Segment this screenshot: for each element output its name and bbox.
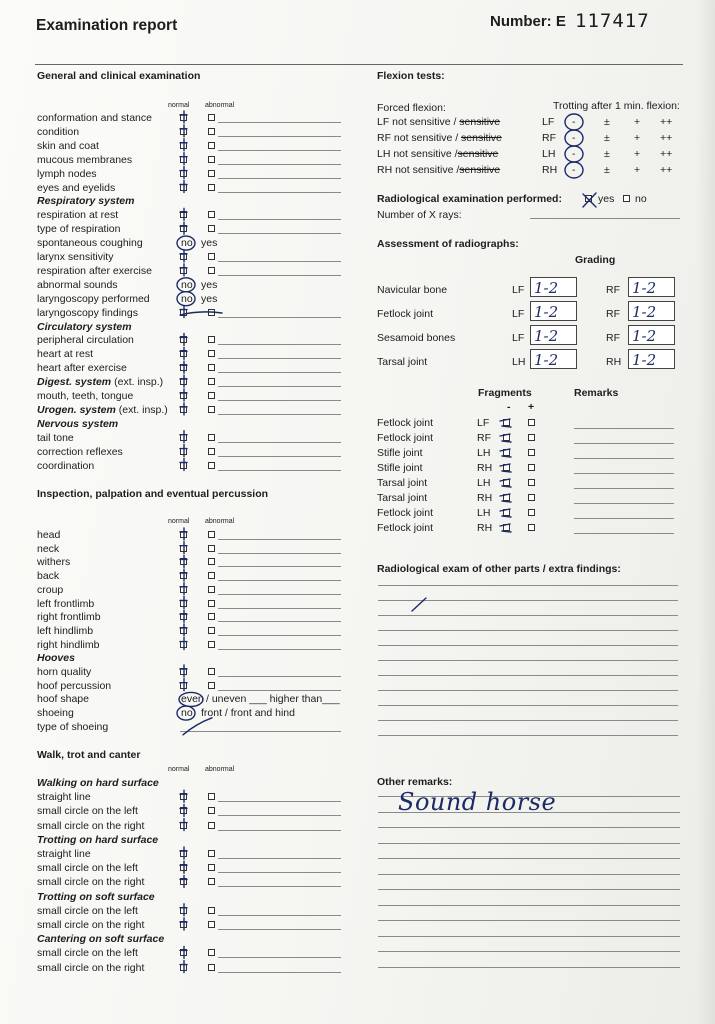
normal-checkmark-icon (180, 361, 187, 373)
row-label: respiration after exercise (37, 264, 152, 277)
assessment-label: Fetlock joint (377, 308, 434, 320)
choice-b: yes (201, 237, 218, 250)
normal-checkmark-icon (180, 445, 187, 457)
row-label: small circle on the right (37, 876, 145, 889)
flexion-scale: ± (604, 164, 610, 176)
minus-header: - (507, 401, 511, 413)
row-label: eyes and eyelids (37, 181, 116, 194)
normal-checkmark-icon (180, 389, 187, 401)
choice-a: no (181, 707, 193, 720)
row-label: mouth, teeth, tongue (37, 390, 134, 402)
row-label: larynx sensitivity (37, 251, 114, 263)
flexion-scale: - (572, 148, 576, 160)
row-label: conformation and stance (37, 112, 152, 124)
row-label: correction reflexes (37, 445, 123, 458)
normal-checkmark-icon (180, 904, 187, 916)
normal-checkmark-icon (180, 679, 187, 691)
normal-checkmark-icon (180, 139, 187, 151)
col-abnormal-label: abnormal (205, 518, 235, 525)
row-label: back (37, 570, 60, 583)
fragment-joint: Fetlock joint (377, 417, 434, 429)
flexion-struck: sensitive (457, 148, 499, 160)
radiological-performed-label: Radiological examination performed: (377, 193, 562, 205)
circled-choice-icon (177, 278, 195, 292)
normal-checkmark-icon (180, 542, 187, 554)
row-label: skin and coat (37, 139, 99, 152)
fragment-joint: Tarsal joint (377, 477, 428, 489)
grade-value: 1-2 (632, 279, 657, 297)
handwritten-remark: Sound horse (398, 788, 557, 816)
fragment-leg: LH (477, 507, 491, 519)
normal-checkmark-icon (180, 250, 187, 262)
flexion-leg: LH (542, 148, 556, 160)
cross-mark-icon (583, 193, 596, 207)
row-label: small circle on the left (37, 947, 138, 960)
normal-checkmark-icon (180, 528, 187, 540)
flexion-scale: - (572, 116, 576, 128)
flexion-scale: + (634, 164, 641, 176)
fragment-joint: Fetlock joint (377, 522, 434, 534)
normal-checkmark-icon (180, 946, 187, 958)
leg-label: RF (606, 308, 620, 320)
row-label: right hindlimb (37, 638, 100, 651)
circled-choice-icon (177, 292, 195, 306)
flexion-label: RH not sensitive / (377, 164, 460, 176)
leg-label: LF (512, 332, 525, 344)
flexion-scale: + (634, 132, 641, 144)
flexion-scale: ++ (660, 148, 673, 160)
choice-a: even (181, 693, 204, 706)
normal-checkmark-icon (180, 861, 187, 873)
minus-checkmark-icon (500, 464, 511, 472)
minus-checkmark-icon (500, 494, 511, 502)
yes-label: yes (598, 193, 615, 205)
row-label: laryngoscopy performed (37, 292, 150, 305)
row-label: type of shoeing (37, 720, 109, 733)
grade-value: 1-2 (632, 303, 657, 321)
report-number: 117417 (575, 10, 650, 32)
normal-checkmark-icon (180, 153, 187, 165)
assessment-label: Tarsal joint (377, 356, 428, 368)
grade-value: 1-2 (632, 351, 657, 369)
normal-checkmark-icon (180, 610, 187, 622)
minus-checkmark-icon (500, 449, 511, 457)
normal-checkmark-icon (180, 638, 187, 650)
remarks-title: Remarks (574, 387, 619, 399)
normal-checkmark-icon (180, 875, 187, 887)
leg-label: RF (606, 284, 620, 296)
col-normal-label: normal (168, 518, 190, 525)
section-title: Walk, trot and canter (37, 749, 141, 761)
row-label: neck (37, 542, 60, 555)
circled-grade-icon (565, 114, 583, 130)
other-remarks-title: Other remarks: (377, 776, 453, 788)
flexion-scale: ± (604, 116, 610, 128)
subsection-title: Walking on hard surface (37, 777, 159, 789)
subsection-title: Trotting on hard surface (37, 833, 159, 846)
circled-choice-icon (177, 706, 195, 720)
flexion-struck: sensitive (459, 164, 501, 176)
normal-checkmark-icon (180, 375, 187, 387)
flexion-title: Flexion tests: (377, 70, 445, 82)
minus-checkmark-icon (500, 509, 511, 517)
circled-grade-icon (565, 146, 583, 162)
normal-checkmark-icon (180, 804, 187, 816)
row-label: small circle on the left (37, 904, 138, 917)
leg-label: LF (512, 284, 525, 296)
grade-value: 1-2 (534, 279, 559, 297)
flexion-struck: sensitive (459, 116, 501, 128)
normal-checkmark-icon (180, 819, 187, 831)
no-label: no (635, 193, 647, 205)
fragment-joint: Stifle joint (377, 447, 423, 459)
row-label: small circle on the right (37, 919, 145, 931)
normal-checkmark-icon (180, 918, 187, 930)
col-abnormal-label: abnormal (205, 102, 235, 109)
row-label: abnormal sounds (37, 278, 118, 291)
normal-checkmark-icon (180, 347, 187, 359)
fragment-leg: RH (477, 522, 493, 534)
row-label: type of respiration (37, 223, 121, 236)
assessment-label: Sesamoid bones (377, 332, 456, 344)
subsection-title: Cantering on soft surface (37, 933, 165, 946)
row-label: small circle on the right (37, 961, 145, 974)
normal-checkmark-icon (180, 624, 187, 636)
row-label: laryngoscopy findings (37, 306, 138, 319)
normal-checkmark-icon (180, 306, 187, 318)
flexion-scale: ± (604, 148, 610, 160)
fragments-title: Fragments (478, 387, 532, 399)
row-label: heart after exercise (37, 362, 127, 375)
flexion-label: RF not sensitive / (377, 132, 462, 144)
other-parts-title: Radiological exam of other parts / extra findings: (377, 563, 621, 575)
normal-checkmark-icon (180, 431, 187, 443)
normal-checkmark-icon (180, 597, 187, 609)
row-label: small circle on the left (37, 862, 138, 875)
row-label: horn quality (37, 666, 92, 678)
fragment-joint: Fetlock joint (377, 507, 434, 519)
flexion-scale: - (572, 132, 576, 144)
row-label: hoof percussion (37, 679, 112, 692)
leg-label: LH (512, 356, 526, 368)
choice-b: yes (201, 292, 218, 305)
plus-header: + (528, 401, 535, 413)
flexion-scale: ++ (660, 132, 673, 144)
circled-grade-icon (565, 130, 583, 146)
circled-choice-icon (177, 236, 195, 250)
minus-checkmark-icon (500, 419, 511, 427)
row-label: peripheral circulation (37, 334, 134, 347)
subsection-title: Circulatory system (37, 320, 132, 333)
normal-checkmark-icon (180, 847, 187, 859)
flexion-label: LH not sensitive / (377, 148, 458, 160)
flexion-struck: sensitive (461, 132, 502, 144)
leg-label: LF (512, 308, 525, 320)
flexion-scale: + (634, 116, 641, 128)
row-label: small circle on the right (37, 819, 145, 832)
circled-choice-icon (179, 692, 203, 706)
flexion-scale: ± (604, 132, 610, 144)
grade-value: 1-2 (632, 327, 657, 345)
fragment-leg: LH (477, 447, 491, 459)
normal-checkmark-icon (180, 459, 187, 471)
flexion-scale: ++ (660, 116, 673, 128)
fragment-leg: RH (477, 462, 493, 474)
subsection-title: Nervous system (37, 417, 119, 430)
normal-checkmark-icon (180, 665, 187, 677)
choice-b: / uneven ___ higher than___ (206, 693, 340, 706)
fragment-joint: Fetlock joint (377, 432, 434, 444)
choice-b: yes (201, 278, 218, 291)
row-label: small circle on the left (37, 805, 138, 818)
normal-checkmark-icon (180, 583, 187, 595)
subsection-title: Trotting on soft surface (37, 890, 155, 903)
fragment-leg: RF (477, 432, 491, 444)
row-label: mucous membranes (37, 153, 133, 166)
xrays-label: Number of X rays: (377, 209, 462, 221)
normal-checkmark-icon (180, 181, 187, 193)
subsection-title: Respiratory system (37, 195, 135, 208)
row-label: lymph nodes (37, 167, 97, 180)
row-label: withers (37, 556, 71, 569)
flexion-label: LF not sensitive / (377, 116, 460, 128)
fragment-leg: LH (477, 477, 491, 489)
normal-checkmark-icon (180, 790, 187, 802)
row-label: straight line (37, 791, 91, 804)
minus-checkmark-icon (500, 434, 511, 442)
normal-checkmark-icon (180, 222, 187, 234)
row-label: respiration at rest (37, 209, 119, 222)
subsection-note: (ext. insp.) (114, 376, 164, 389)
circled-grade-icon (565, 162, 583, 178)
section-title: Inspection, palpation and eventual percussion (37, 488, 269, 500)
leg-label: RF (606, 332, 620, 344)
fragment-joint: Stifle joint (377, 462, 423, 474)
assessment-title: Assessment of radiographs: (377, 238, 519, 250)
normal-checkmark-icon (180, 961, 187, 973)
flexion-scale: ++ (660, 164, 673, 176)
flexion-scale: - (572, 164, 576, 176)
flexion-leg: RH (542, 164, 558, 176)
minus-checkmark-icon (500, 524, 511, 532)
row-label: condition (37, 125, 80, 138)
choice-b: front / front and hind (201, 707, 295, 720)
choice-a: no (181, 292, 193, 305)
row-label: tail tone (37, 431, 74, 444)
pen-stroke-icon (412, 598, 426, 611)
fragment-leg: RH (477, 492, 493, 504)
section-title: General and clinical examination (37, 70, 201, 82)
row-label: coordination (37, 459, 95, 472)
choice-a: no (181, 237, 193, 250)
flexion-leg: RF (542, 132, 556, 144)
minus-checkmark-icon (500, 479, 511, 487)
grade-value: 1-2 (534, 351, 559, 369)
leg-label: RH (606, 356, 622, 368)
subsection-title: Hooves (37, 652, 75, 665)
row-label: straight line (37, 848, 91, 860)
normal-checkmark-icon (180, 111, 187, 123)
normal-checkmark-icon (180, 569, 187, 581)
col-normal-label: normal (168, 766, 190, 773)
row-label: left frontlimb (37, 597, 95, 610)
grading-label: Grading (575, 254, 616, 266)
flexion-scale: + (634, 148, 641, 160)
col-abnormal-label: abnormal (205, 766, 235, 773)
normal-checkmark-icon (180, 333, 187, 345)
row-label: left hindlimb (37, 624, 94, 637)
normal-checkmark-icon (180, 403, 187, 415)
report-number-label: Number: E (490, 13, 566, 30)
grade-value: 1-2 (534, 303, 559, 321)
normal-checkmark-icon (180, 208, 187, 220)
subsection-name: Digest. system (37, 376, 112, 389)
flexion-leg: LF (542, 116, 555, 128)
fragment-leg: LF (477, 417, 490, 429)
row-label: head (37, 529, 61, 541)
row-label: hoof shape (37, 693, 89, 706)
strike-through-icon (180, 312, 222, 315)
row-label: shoeing (37, 707, 74, 720)
grade-value: 1-2 (534, 327, 559, 345)
normal-checkmark-icon (180, 555, 187, 567)
assessment-label: Navicular bone (377, 284, 448, 296)
normal-checkmark-icon (180, 167, 187, 179)
row-label: croup (37, 583, 64, 596)
row-label: spontaneous coughing (37, 237, 143, 250)
trotting-label: Trotting after 1 min. flexion: (553, 100, 680, 112)
report-title: Examination report (36, 17, 178, 34)
normal-checkmark-icon (180, 125, 187, 137)
fragment-joint: Tarsal joint (377, 492, 428, 504)
choice-a: no (181, 278, 193, 291)
row-label: right frontlimb (37, 611, 101, 624)
forced-flexion-label: Forced flexion: (377, 102, 446, 114)
col-normal-label: normal (168, 102, 190, 109)
subsection-note: (ext. insp.) (118, 403, 168, 416)
subsection-name: Urogen. system (37, 403, 116, 416)
normal-checkmark-icon (180, 264, 187, 276)
row-label: heart at rest (37, 348, 94, 361)
